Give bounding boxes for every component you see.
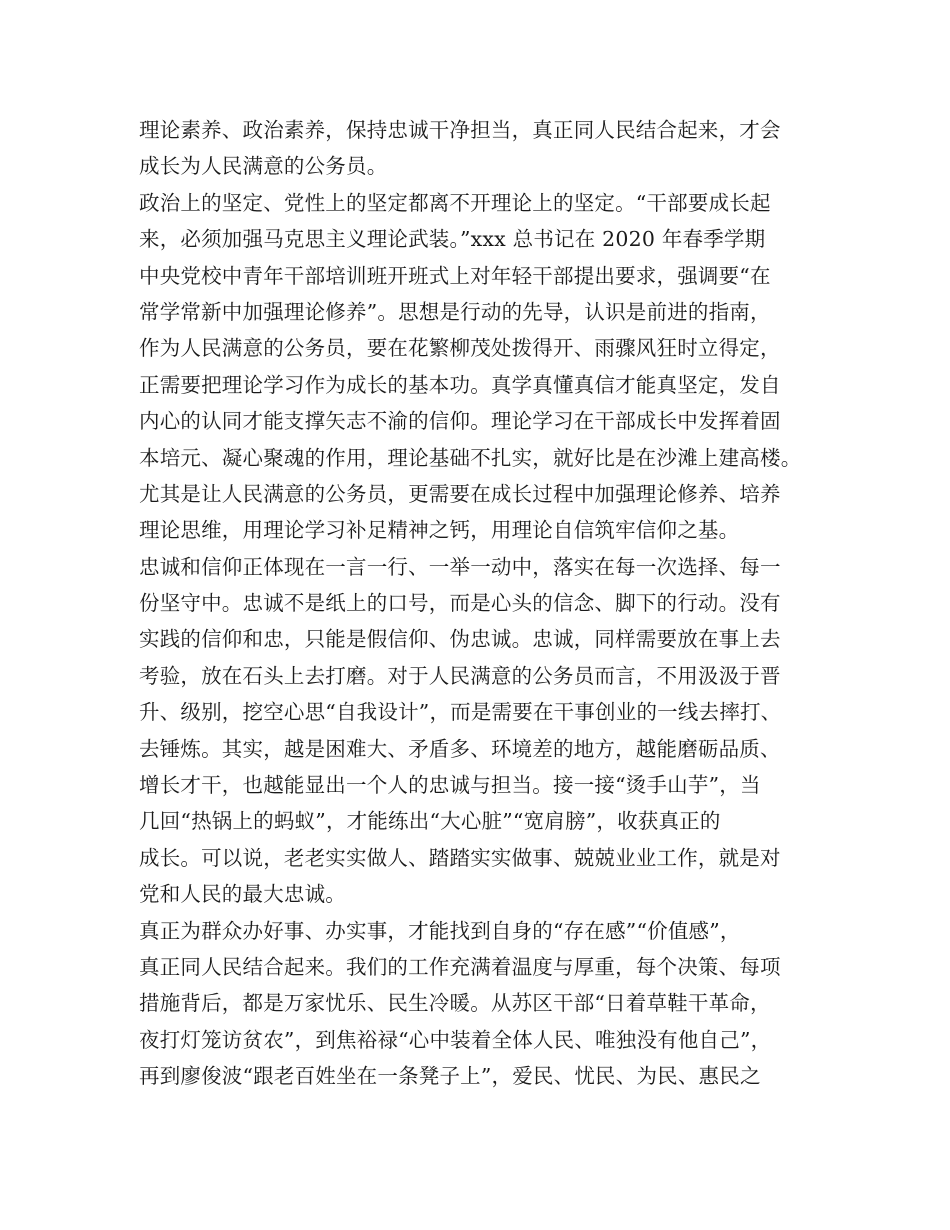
text-line: 真正为群众办好事、办实事，才能找到自身的“存在感”“价值感”，	[139, 918, 741, 943]
text-line: 真正同人民结合起来。我们的工作充满着温度与厚重，每个决策、每项	[139, 954, 781, 979]
text-line: 升、级别，挖空心思“自我设计”，而是需要在干事创业的一线去摔打、	[139, 700, 782, 725]
text-line: 理论思维，用理论学习补足精神之钙，用理论自信筑牢信仰之基。	[139, 518, 740, 543]
body-text	[139, 112, 839, 1095]
text-line: 作为人民满意的公务员，要在花繁柳茂处拨得开、雨骤风狂时立得定，	[139, 336, 781, 361]
text-line: 政治上的坚定、党性上的坚定都离不开理论上的坚定。“干部要成长起	[139, 190, 771, 215]
text-line: 理论素养、政治素养，保持忠诚干净担当，真正同人民结合起来，才会	[139, 118, 781, 142]
text-line: 忠诚和信仰正体现在一言一行、一举一动中，落实在每一次选择、每一	[139, 554, 781, 579]
text-line: 增长才干，也越能显出一个人的忠诚与担当。接一接“烫手山芋”，当	[139, 773, 761, 798]
text-line: 本培元、凝心聚魂的作用，理论基础不扎实，就好比是在沙滩上建高楼。	[139, 445, 802, 470]
text-line: 内心的认同才能支撑矢志不渝的信仰。理论学习在干部成长中发挥着固	[139, 409, 781, 434]
text-line: 成长为人民满意的公务员。	[139, 154, 388, 179]
text-line: 中央党校中青年干部培训班开班式上对年轻干部提出要求，强调要“在	[139, 263, 771, 288]
text-line: 措施背后，都是万家忧乐、民生冷暖。从苏区干部“日着草鞋干革命，	[139, 991, 771, 1016]
text-line: 夜打灯笼访贫农”，到焦裕禄“心中装着全体人民、唯独没有他自己”，	[139, 1027, 772, 1052]
text-line: 尤其是让人民满意的公务员，更需要在成长过程中加强理论修养、培养	[139, 481, 781, 506]
text-line: 常学常新中加强理论修养”。思想是行动的先导，认识是前进的指南，	[139, 299, 771, 324]
text-line: 份坚守中。忠诚不是纸上的口号，而是心头的信念、脚下的行动。没有	[139, 591, 781, 616]
text-line: 去锤炼。其实，越是困难大、矛盾多、环境差的地方，越能磨砺品质、	[139, 736, 781, 761]
text-line: 成长。可以说，老老实实做人、踏踏实实做事、兢兢业业工作，就是对	[139, 845, 781, 870]
text-line: 再到廖俊波“跟老百姓坐在一条凳子上”，爱民、忧民、为民、惠民之	[139, 1064, 761, 1089]
text-line: 考验，放在石头上去打磨。对于人民满意的公务员而言，不用汲汲于晋	[139, 663, 781, 688]
text-line: 党和人民的最大忠诚。	[139, 882, 346, 907]
text-line: 实践的信仰和忠，只能是假信仰、伪忠诚。忠诚，同样需要放在事上去	[139, 627, 781, 652]
text-line: 几回“热锅上的蚂蚁”，才能练出“大心脏”“宽肩膀”，收获真正的	[139, 809, 721, 834]
text-line: 正需要把理论学习作为成长的基本功。真学真懂真信才能真坚定，发自	[139, 372, 781, 397]
text-line: 来，必须加强马克思主义理论武装。”xxx 总书记在 2020 年春季学期	[139, 227, 766, 252]
